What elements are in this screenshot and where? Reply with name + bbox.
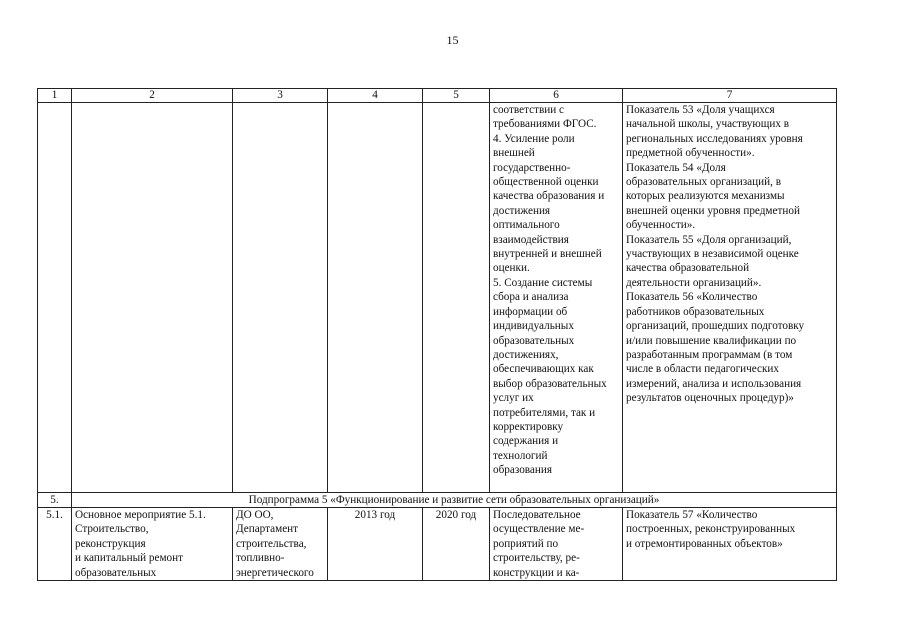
column-header: 2 [72, 89, 233, 103]
column-header: 3 [233, 89, 328, 103]
page-number: 15 [446, 33, 459, 47]
tasks-cell: Последовательное осуществление ме- роприятий по строительству, ре- конструкции и ка- [490, 508, 623, 581]
column-header: 5 [423, 89, 490, 103]
program-table [37, 88, 837, 581]
indicators-cell: Показатель 57 «Количество построенных, реконструированных и отремонтированных объектов» [623, 508, 837, 581]
table-cell [328, 103, 423, 493]
table-cell [233, 103, 328, 493]
column-header: 6 [490, 89, 623, 103]
table-cell [72, 103, 233, 493]
activity-name: Основное мероприятие 5.1. Строительство, реконструкция и капитальный ремонт образовательных [72, 508, 233, 581]
subprogram-row [38, 493, 837, 508]
start-year: 2013 год [328, 508, 423, 581]
table-row [38, 103, 837, 493]
executor-cell: ДО ОО, Департамент строительства, топливно- энергетического [233, 508, 328, 581]
column-header: 7 [623, 89, 837, 103]
tasks-cell: соответствии с требованиями ФГОС. 4. Усиление роли внешней государственно- общественной оценки качества образования и достижения оптимального взаимодействия внутренней и внешней оценки. 5. Создание системы сбора и анализа информации об индивидуальных образовательных достижениях, обеспечивающих как выбор образовательных услуг их потребителями, так и корректировку содержания и технологий образования [490, 103, 623, 493]
table-cell [423, 103, 490, 493]
indicators-cell: Показатель 53 «Доля учащихся начальной школы, участвующих в региональных исследованиях уровня предметной обученности». Показатель 54 «Доля образовательных организаций, в которых реализуются механизмы внешней оценки уровня предметной обученности». Показатель 55 «Доля организаций, участвующих в независимой оценке качества образовательной деятельности организаций». Показатель 56 «Количество работников образовательных организаций, прошедших подготовку и/или повышение квалификации по разработанным программам (в том числе в области педагогических измерений, анализа и использования результатов оценочных процедур)» [623, 103, 837, 493]
activity-number: 5.1. [38, 508, 72, 581]
column-number-row [38, 89, 837, 103]
column-header: 1 [38, 89, 72, 103]
table-row [38, 508, 837, 581]
column-header: 4 [328, 89, 423, 103]
subprogram-title: Подпрограмма 5 «Функционирование и развитие сети образовательных организаций» [72, 493, 837, 508]
subprogram-number: 5. [38, 493, 72, 508]
table-cell [38, 103, 72, 493]
end-year: 2020 год [423, 508, 490, 581]
